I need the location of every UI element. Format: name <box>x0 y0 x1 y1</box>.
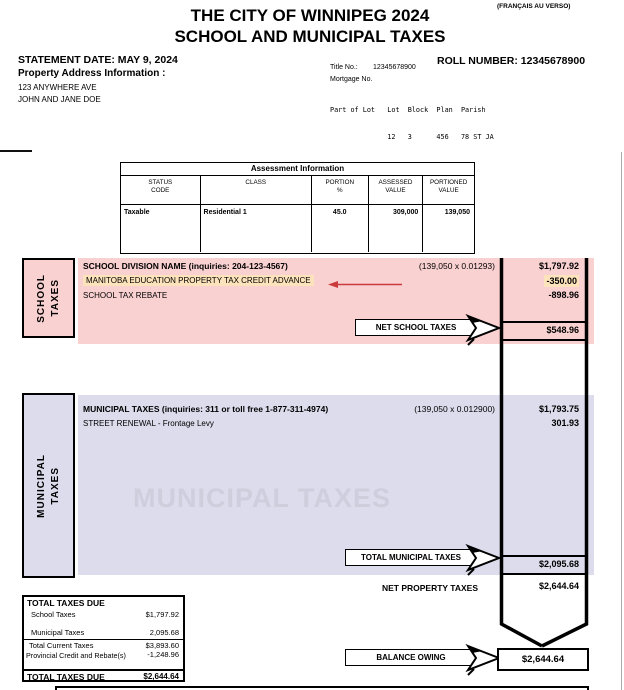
assessment-header-class: CLASS <box>201 176 312 204</box>
municipal-taxes-amount: $1,793.75 <box>538 404 579 414</box>
property-address-heading: Property Address Information : <box>18 68 166 79</box>
assessment-title: Assessment Information <box>121 163 474 176</box>
school-rebate-label: SCHOOL TAX REBATE <box>83 291 168 300</box>
legal-description-values: 12 3 456 78 ST JA <box>330 133 494 141</box>
totals-rule-1 <box>24 639 183 640</box>
assessment-header-portioned: PORTIONED VALUE <box>429 179 468 194</box>
assessment-portioned-value: 139,050 <box>444 209 470 216</box>
mortgage-no-label: Mortgage No. <box>330 76 373 83</box>
education-credit-amount: -350.00 <box>546 276 577 286</box>
school-division-label: SCHOOL DIVISION NAME (inquiries: 204-123-4567) <box>83 261 288 271</box>
francais-verso-note: (FRANÇAIS AU VERSO) <box>497 3 571 10</box>
assessment-header-portion: PORTION % <box>312 176 369 204</box>
municipal-taxes-calc: (139,050 x 0.012900) <box>414 404 495 414</box>
street-renewal-label: STREET RENEWAL - Frontage Levy <box>83 419 214 428</box>
municipal-subtotal-rule-bottom <box>503 573 585 575</box>
arrow-right-icon <box>468 541 502 575</box>
net-property-taxes-label: NET PROPERTY TAXES <box>381 583 478 593</box>
totals-rule-2 <box>24 669 183 671</box>
school-taxes-tab <box>22 258 75 338</box>
totals-total-amount: $2,644.64 <box>143 672 179 681</box>
school-division-calc: (139,050 x 0.01293) <box>418 261 495 271</box>
assessment-header-row <box>121 176 474 205</box>
school-tab-word1: SCHOOL <box>36 273 47 323</box>
municipal-watermark: MUNICIPAL TAXES <box>133 483 392 513</box>
school-division-amount: $1,797.92 <box>538 261 579 271</box>
page-title-line1: THE CITY OF WINNIPEG 2024 <box>190 6 430 25</box>
title-no-value: 12345678900 <box>373 64 416 71</box>
fold-mark-left <box>0 150 32 152</box>
education-credit-label <box>83 276 314 285</box>
totals-municipal-amount: 2,095.68 <box>149 628 179 637</box>
bottom-cutoff-box <box>55 686 589 690</box>
school-subtotal-rule-top <box>503 321 585 323</box>
municipal-taxes-tab <box>22 393 75 578</box>
balance-owing-amount-box: $2,644.64 <box>497 648 589 671</box>
page-title <box>100 5 520 47</box>
statement-date: STATEMENT DATE: MAY 9, 2024 <box>18 54 178 66</box>
school-rebate-amount: -898.96 <box>548 290 579 300</box>
property-address: 123 ANYWHERE AVE <box>18 83 97 92</box>
total-municipal-taxes-banner <box>345 549 477 566</box>
assessment-status-value: Taxable <box>121 205 201 252</box>
assessment-data-row <box>121 205 474 252</box>
legal-description <box>330 88 494 160</box>
total-municipal-taxes-amount: $2,095.68 <box>538 559 579 569</box>
assessment-table <box>120 162 475 254</box>
municipal-taxes-label: MUNICIPAL TAXES (inquiries: 311 or toll free 1-877-311-4974) <box>83 404 329 414</box>
totals-school-label: School Taxes <box>31 610 76 619</box>
totals-current-label: Total Current Taxes <box>29 641 94 650</box>
assessment-header-assessed: ASSESSED VALUE <box>369 176 424 204</box>
totals-credit-amount: -1,248.96 <box>147 650 179 659</box>
total-municipal-taxes-label: TOTAL MUNICIPAL TAXES <box>360 553 461 562</box>
balance-owing-label: BALANCE OWING <box>376 653 446 662</box>
assessment-portion-value: 45.0 <box>312 205 369 252</box>
school-tab-word2: TAXES <box>50 279 61 317</box>
totals-box-heading: TOTAL TAXES DUE <box>27 598 105 608</box>
totals-municipal-label: Municipal Taxes <box>31 628 85 637</box>
totals-credit-label: Provincial Credit and Rebate(s) <box>26 651 126 660</box>
municipal-subtotal-rule-top <box>503 555 585 557</box>
property-owner: JOHN AND JANE DOE <box>18 95 101 104</box>
net-school-taxes-amount: $548.96 <box>546 325 579 335</box>
assessment-header-status: STATUS CODE <box>121 176 201 204</box>
legal-description-header: Part of Lot Lot Block Plan Parish <box>330 106 486 114</box>
red-arrow-icon <box>328 280 402 289</box>
balance-owing-banner <box>345 649 477 666</box>
net-property-taxes-amount: $2,644.64 <box>538 581 579 591</box>
roll-number: ROLL NUMBER: 12345678900 <box>437 55 586 67</box>
total-taxes-due-box <box>22 595 185 682</box>
assessment-class-value: Residential 1 <box>201 205 312 252</box>
street-renewal-amount: 301.93 <box>551 418 579 428</box>
school-subtotal-rule-bottom <box>503 339 585 341</box>
assessment-assessed-value: 309,000 <box>369 205 424 252</box>
totals-total-label: TOTAL TAXES DUE <box>27 672 105 682</box>
net-school-taxes-label: NET SCHOOL TAXES <box>375 323 457 332</box>
net-school-taxes-banner <box>355 319 477 336</box>
page-edge-line <box>621 152 622 690</box>
page-title-line2: SCHOOL AND MUNICIPAL TAXES <box>174 27 446 46</box>
totals-school-amount: $1,797.92 <box>145 610 179 619</box>
municipal-tab-word1: MUNICIPAL <box>36 453 47 518</box>
arrow-right-icon <box>468 311 502 345</box>
municipal-tab-word2: TAXES <box>50 466 61 505</box>
title-no-label: Title No.: <box>330 64 358 71</box>
education-credit-highlight: MANITOBA EDUCATION PROPERTY TAX CREDIT ADVANCE <box>83 275 314 286</box>
totals-current-amount: $3,893.60 <box>145 641 179 650</box>
